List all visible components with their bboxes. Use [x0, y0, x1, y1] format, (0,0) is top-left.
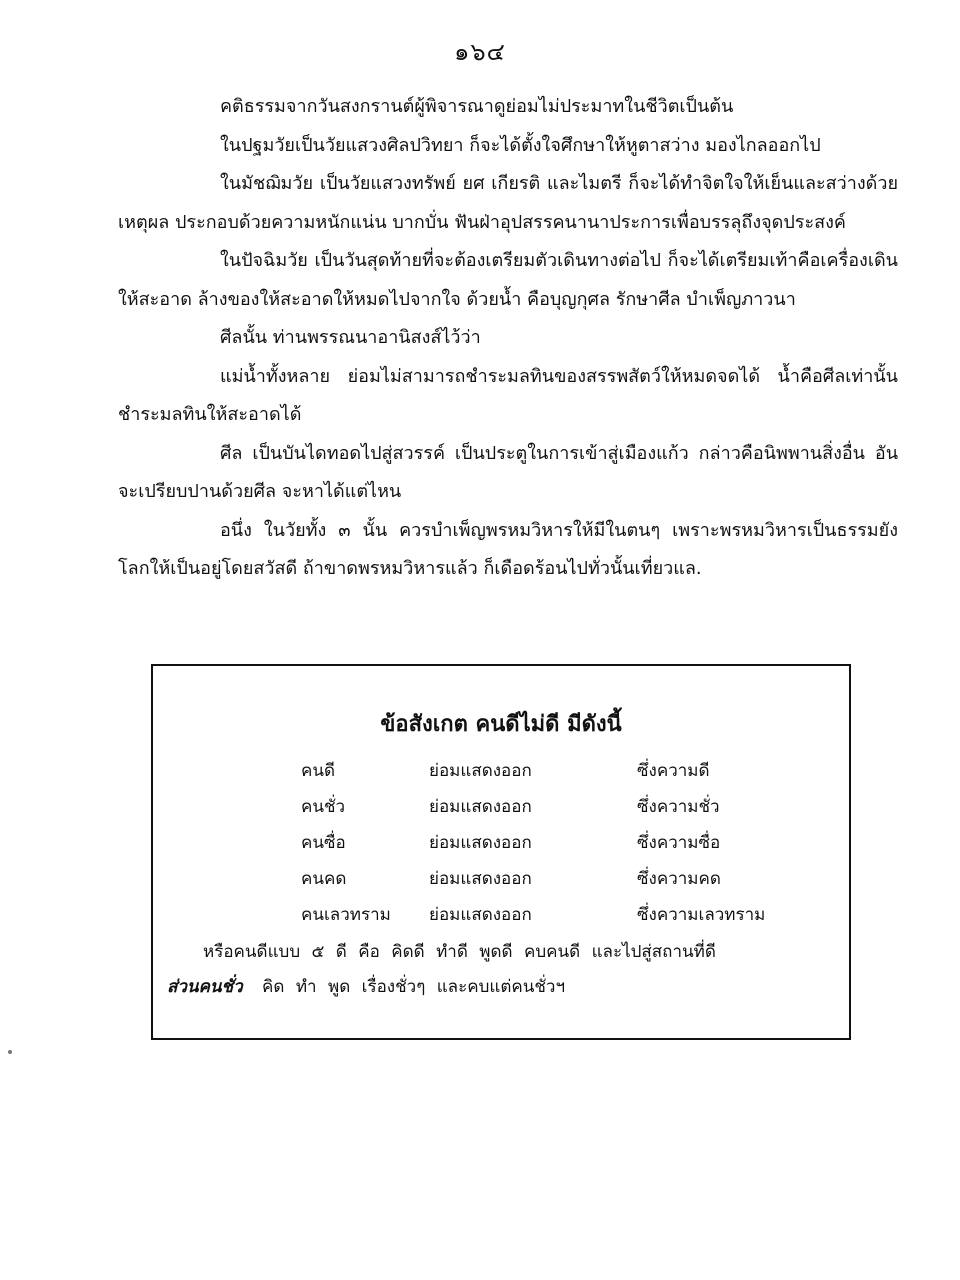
note-verb: ย่อมแสดงออก [429, 760, 532, 781]
page-number: ๑๖๔ [454, 38, 506, 66]
paragraph: อนึ่ง ในวัยทั้ง ๓ นั้น ควรบำเพ็ญพรหมวิหารให้มีในตนๆ เพราะพรหมวิหารเป็นธรรมยังโลกให้เป็นอยู่โดยสวัสดี ถ้าขาดพรหมวิหารแล้ว ก็เดือดร้อนไปทั่วนั้นเที่ยวแล. [118, 519, 898, 579]
note-verb: ย่อมแสดงออก [429, 904, 532, 925]
table-row [301, 752, 765, 788]
note-what: ซึ่งความซื่อ [637, 832, 721, 853]
note-bad-line [167, 973, 565, 1000]
paragraph: แม่น้ำทั้งหลาย ย่อมไม่สามารถชำระมลทินของสรรพสัตว์ให้หมดจดได้ น้ำคือศีลเท่านั้น ชำระมลทินให้สะอาดได้ [118, 365, 898, 425]
paragraph: ศีล เป็นบันไดทอดไปสู่สวรรค์ เป็นประตูในการเข้าสู่เมืองแก้ว กล่าวคือนิพพานสิ่งอื่น อันจะเปรียบปานด้วยศีล จะหาได้แต่ไหน [118, 442, 898, 502]
note-verb: ย่อมแสดงออก [429, 796, 532, 817]
table-row [301, 860, 765, 896]
note-who: คนดี [301, 760, 336, 781]
note-who: คนซื่อ [301, 832, 346, 853]
scan-speck [8, 1050, 12, 1054]
note-who: คนคด [301, 868, 347, 889]
note-bad-text: คิด ทำ พูด เรื่องชั่วๆ และคบแต่คนชั่วฯ [262, 977, 566, 997]
table-row [301, 824, 765, 860]
note-verb: ย่อมแสดงออก [429, 832, 532, 853]
note-what: ซึ่งความคด [637, 868, 721, 889]
paragraph: ศีลนั้น ท่านพรรณนาอานิสงส์ไว้ว่า [220, 327, 481, 348]
note-box [151, 664, 851, 1040]
note-who: คนชั่ว [301, 796, 346, 817]
note-who: คนเลวทราม [301, 904, 391, 925]
note-what: ซึ่งความดี [637, 760, 710, 781]
paragraph: คติธรรมจากวันสงกรานต์ผู้พิจารณาดูย่อมไม่ประมาทในชีวิตเป็นต้น [220, 96, 734, 117]
body-text [118, 88, 898, 589]
note-verb: ย่อมแสดงออก [429, 868, 532, 889]
paragraph: ในมัชฌิมวัย เป็นวัยแสวงทรัพย์ ยศ เกียรติ และไมตรี ก็จะได้ทำจิตใจให้เย็นและสว่างด้วยเหตุผล ประกอบด้วยความหนักแน่น บากบั่น ฟันฝ่าอุปสรรคนานาประการเพื่อบรรลุถึงจุดประสงค์ [118, 173, 898, 233]
table-row [301, 788, 765, 824]
note-bad-label: ส่วนคนชั่ว [167, 977, 243, 997]
note-table [301, 752, 765, 932]
table-row [301, 896, 765, 932]
note-what: ซึ่งความชั่ว [637, 796, 720, 817]
note-summary: หรือคนดีแบบ ๕ ดี คือ คิดดี ทำดี พูดดี คบคนดี และไปสู่สถานที่ดี [203, 942, 716, 962]
note-title: ข้อสังเกต คนดีไม่ดี มีดังนี้ [380, 712, 622, 737]
paragraph: ในปฐมวัยเป็นวัยแสวงศิลปวิทยา ก็จะได้ตั้งใจศึกษาให้หูตาสว่าง มองไกลออกไป [220, 134, 821, 156]
note-what: ซึ่งความเลวทราม [637, 904, 766, 925]
paragraph: ในปัจฉิมวัย เป็นวันสุดท้ายที่จะต้องเตรียมตัวเดินทางต่อไป ก็จะได้เตรียมเท้าคือเครื่องเดินให้สะอาด ล้างของให้สะอาดให้หมดไปจากใจ ด้วยน้ำ คือบุญกุศล รักษาศีล บำเพ็ญภาวนา [118, 250, 898, 310]
